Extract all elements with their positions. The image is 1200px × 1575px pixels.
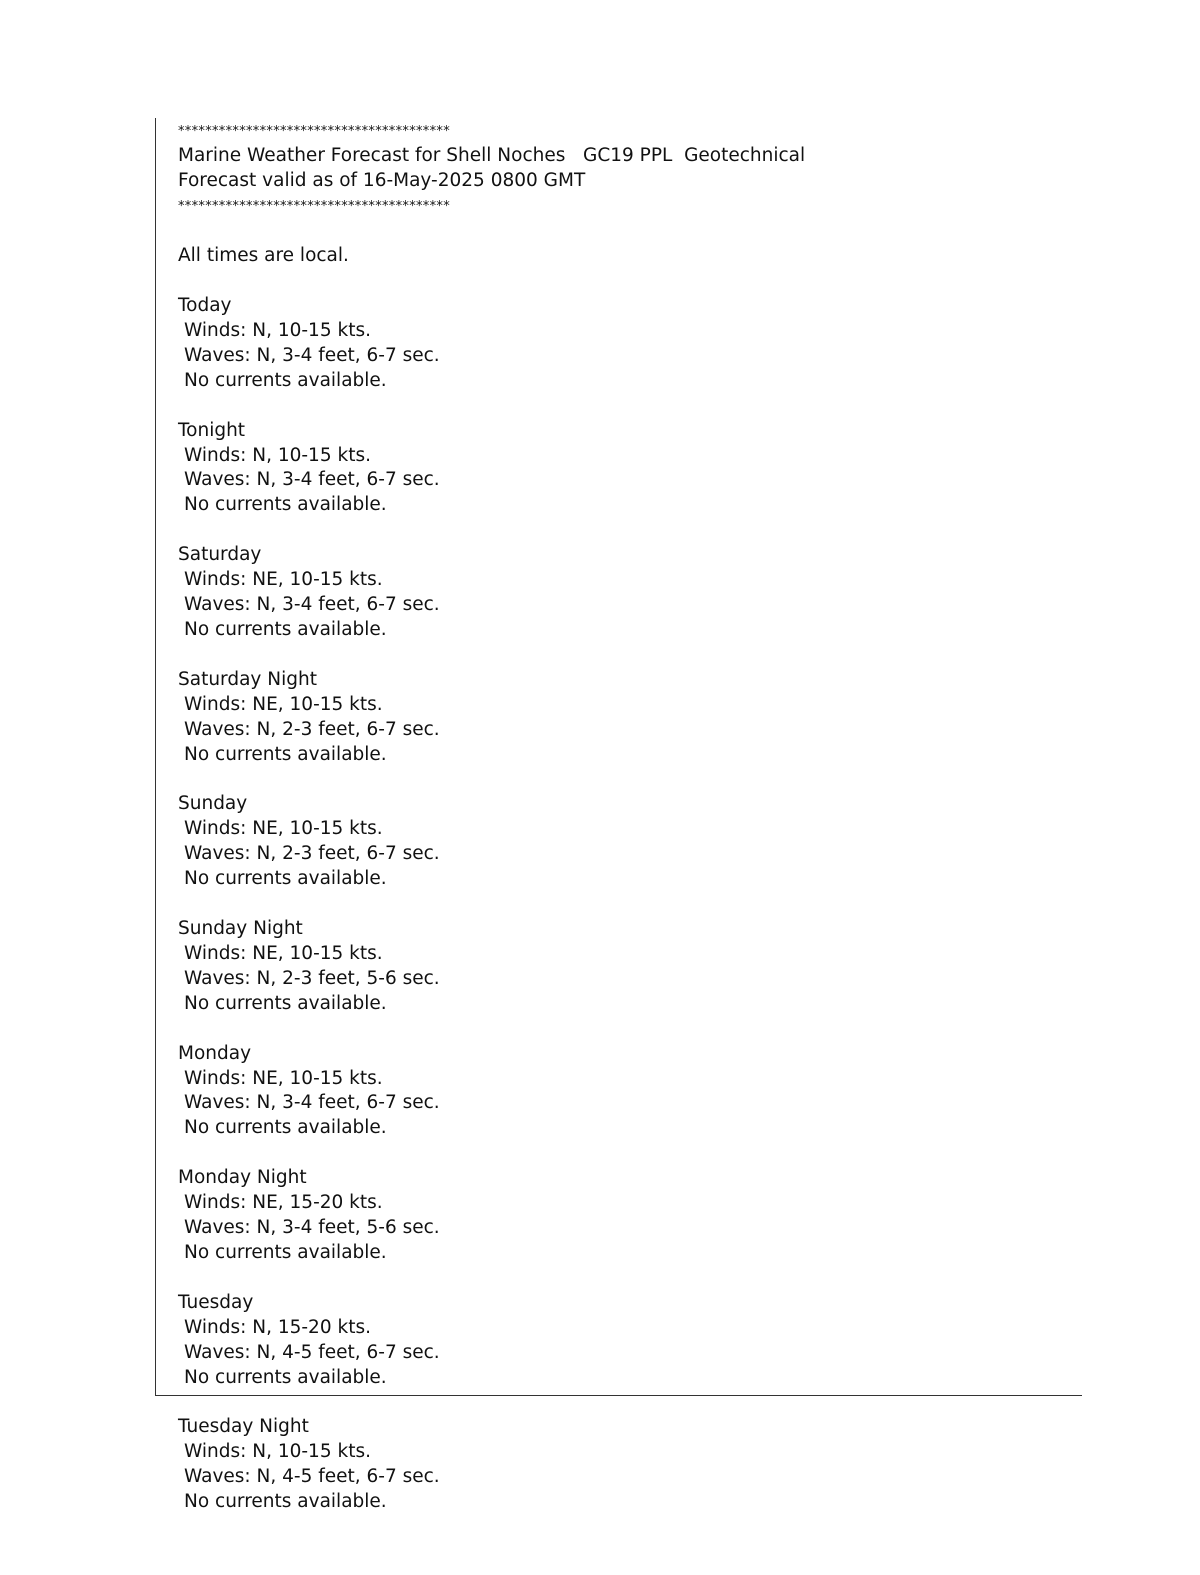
period-winds: Winds: N, 10-15 kts. bbox=[184, 445, 371, 466]
times-note: All times are local. bbox=[178, 245, 349, 266]
period-currents: No currents available. bbox=[184, 494, 387, 515]
period-name: Tuesday bbox=[178, 1292, 254, 1313]
period-waves: Waves: N, 2-3 feet, 6-7 sec. bbox=[184, 719, 440, 740]
period-winds: Winds: N, 15-20 kts. bbox=[184, 1317, 371, 1338]
period-currents: No currents available. bbox=[184, 1367, 387, 1388]
period-currents: No currents available. bbox=[184, 370, 387, 391]
period-name: Monday bbox=[178, 1043, 252, 1064]
period-name: Saturday bbox=[178, 544, 262, 565]
stars-divider-bottom: **************************************** bbox=[178, 199, 450, 214]
period-name: Tonight bbox=[178, 420, 246, 441]
period-winds: Winds: NE, 10-15 kts. bbox=[184, 694, 383, 715]
period-name: Saturday Night bbox=[178, 669, 317, 690]
period-winds: Winds: N, 10-15 kts. bbox=[184, 320, 371, 341]
period-waves: Waves: N, 2-3 feet, 5-6 sec. bbox=[184, 968, 440, 989]
period-currents: No currents available. bbox=[184, 1242, 387, 1263]
period-name: Tuesday Night bbox=[178, 1416, 309, 1437]
period-currents: No currents available. bbox=[184, 744, 387, 765]
period-winds: Winds: NE, 10-15 kts. bbox=[184, 818, 383, 839]
period-currents: No currents available. bbox=[184, 619, 387, 640]
period-name: Monday Night bbox=[178, 1167, 307, 1188]
period-waves: Waves: N, 3-4 feet, 6-7 sec. bbox=[184, 345, 440, 366]
period-waves: Waves: N, 3-4 feet, 5-6 sec. bbox=[184, 1217, 440, 1238]
period-waves: Waves: N, 2-3 feet, 6-7 sec. bbox=[184, 843, 440, 864]
period-name: Today bbox=[178, 295, 232, 316]
period-currents: No currents available. bbox=[184, 993, 387, 1014]
period-name: Sunday Night bbox=[178, 918, 303, 939]
forecast-valid-time: Forecast valid as of 16-May-2025 0800 GMT bbox=[178, 170, 586, 191]
forecast-title: Marine Weather Forecast for Shell Noches GC19 PPL Geotechnical bbox=[178, 145, 806, 166]
period-waves: Waves: N, 3-4 feet, 6-7 sec. bbox=[184, 594, 440, 615]
period-currents: No currents available. bbox=[184, 1491, 387, 1512]
stars-divider-top: **************************************** bbox=[178, 124, 450, 139]
period-name: Sunday bbox=[178, 793, 248, 814]
period-currents: No currents available. bbox=[184, 1117, 387, 1138]
period-waves: Waves: N, 4-5 feet, 6-7 sec. bbox=[184, 1342, 440, 1363]
period-winds: Winds: NE, 10-15 kts. bbox=[184, 943, 383, 964]
left-border-line bbox=[155, 118, 156, 1396]
period-waves: Waves: N, 3-4 feet, 6-7 sec. bbox=[184, 469, 440, 490]
period-winds: Winds: NE, 10-15 kts. bbox=[184, 1068, 383, 1089]
period-waves: Waves: N, 4-5 feet, 6-7 sec. bbox=[184, 1466, 440, 1487]
bottom-border-line bbox=[155, 1395, 1082, 1396]
period-winds: Winds: NE, 10-15 kts. bbox=[184, 569, 383, 590]
period-waves: Waves: N, 3-4 feet, 6-7 sec. bbox=[184, 1092, 440, 1113]
period-winds: Winds: N, 10-15 kts. bbox=[184, 1441, 371, 1462]
period-winds: Winds: NE, 15-20 kts. bbox=[184, 1192, 383, 1213]
period-currents: No currents available. bbox=[184, 868, 387, 889]
